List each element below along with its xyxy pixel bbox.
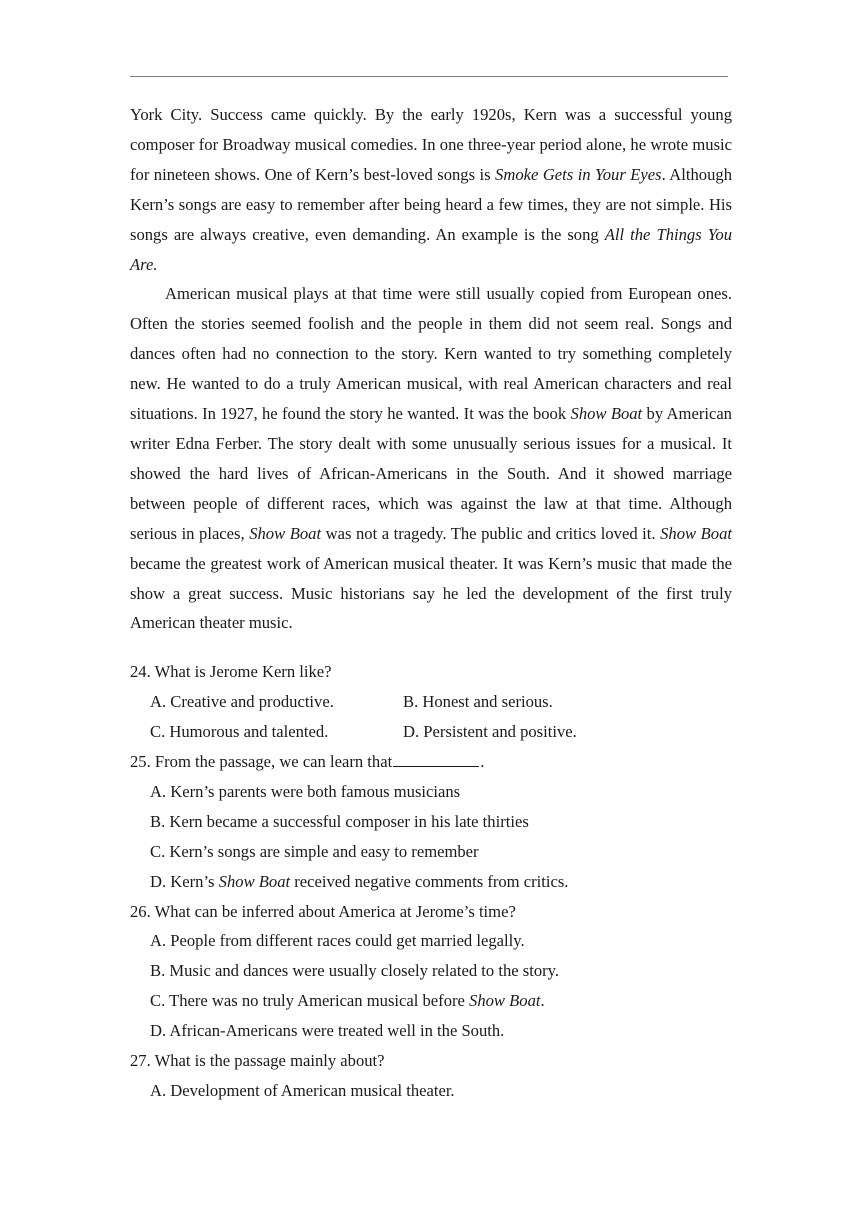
question-25-stem [130, 747, 732, 777]
question-25-option-b: B. Kern became a successful composer in his late thirties [150, 811, 529, 831]
question-26-option-a: A. People from different races could get married legally. [150, 931, 525, 951]
question-26-stem: 26. What can be inferred about America at Jerome’s time? [130, 901, 516, 921]
section-gap [130, 638, 732, 657]
passage-text: was not a tragedy. The public and critics loved it. [321, 523, 661, 543]
passage-text: . Although Kern’s songs are easy to remember after being heard a few times, they are not simple. His songs are always creative, even demanding. An example is the song [130, 164, 732, 244]
option-text: C. There was no truly American musical before [150, 991, 470, 1011]
question-25-stem-text: 25. From the passage, we can learn that [130, 752, 393, 772]
song-title: Smoke Gets in Your Eyes [495, 164, 662, 184]
book-title: Show Boat [469, 991, 541, 1011]
question-25-option-a: A. Kern’s parents were both famous musicians [150, 781, 461, 801]
question-24-option-b: B. Honest and serious. [403, 692, 553, 712]
passage-text: American musical plays at that time were still usually copied from European ones. Often the stories seemed foolish and the people in them did not seem real. Songs and dances often had no connection to the story. Kern wanted to try something completely new. He wanted to do a truly American musical, with real American characters and real situations. In 1927, he found the story he wanted. It was the book [130, 284, 732, 424]
question-25-option-c: C. Kern’s songs are simple and easy to remember [150, 841, 479, 861]
question-24-option-a: A. Creative and productive. [150, 692, 334, 712]
question-27-stem: 27. What is the passage mainly about? [130, 1051, 385, 1071]
book-title: Show Boat [660, 523, 732, 543]
option-text: received negative comments from critics. [290, 871, 569, 891]
page-content [130, 100, 732, 1106]
question-24-option-d: D. Persistent and positive. [403, 722, 577, 742]
question-24-options-row-2 [130, 717, 732, 747]
question-26-option-b: B. Music and dances were usually closely related to the story. [150, 961, 560, 981]
question-25-stem-end: . [480, 752, 485, 772]
book-title: Show Boat [249, 523, 322, 543]
book-title: Show Boat [218, 871, 291, 891]
question-24-stem: 24. What is Jerome Kern like? [130, 662, 332, 682]
question-25-option-d [130, 867, 732, 897]
passage-paragraph-1 [130, 100, 732, 279]
book-title: Show Boat [570, 404, 643, 424]
question-24-options-row-1 [130, 687, 732, 717]
option-text: . [540, 991, 545, 1011]
passage-text: by American writer Edna Ferber. The story dealt with some unusually serious issues for a musical. It showed the hard lives of African-Americans in the South. And it showed marriage between people of different races, which was against the law at that time. Although serious in places, [130, 404, 732, 543]
question-27-option-a: A. Development of American musical theater. [150, 1081, 455, 1100]
question-26-option-c [130, 986, 732, 1016]
header-rule [130, 76, 728, 77]
passage-text: became the greatest work of American musical theater. It was Kern’s music that made the show a great success. Music historians say he led the development of the first truly American theater music. [130, 553, 732, 633]
song-title: All the Things You Are. [130, 224, 732, 274]
option-text: D. Kern’s [150, 871, 219, 891]
question-26-option-d: D. African-Americans were treated well in the South. [150, 1021, 505, 1041]
passage-paragraph-2 [130, 279, 732, 638]
question-24-option-c: C. Humorous and talented. [150, 722, 329, 742]
passage-text: York City. Success came quickly. By the early 1920s, Kern was a successful young composer for Broadway musical comedies. In one three-year period alone, he wrote music for nineteen shows. One of Kern’s best-loved songs is [130, 105, 732, 184]
answer-blank [393, 748, 479, 767]
